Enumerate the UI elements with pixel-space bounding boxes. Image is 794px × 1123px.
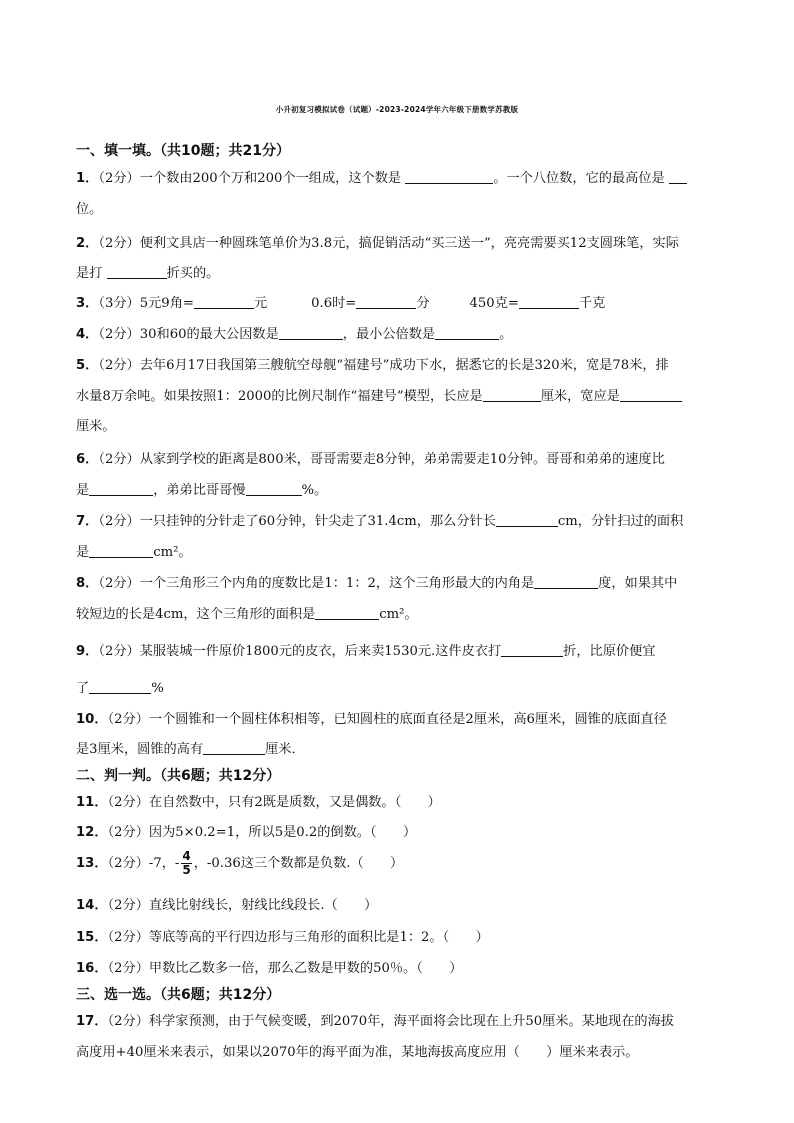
question-9: 9．（2分）某服装城一件原价1800元的皮衣，后来卖1530元.这件皮衣打 折，比原价便宜 [76, 644, 656, 659]
question-1: 1．（2分）一个数由200个万和200个一组成，这个数是 。一个八位数，它的最高位是 [76, 167, 687, 186]
question-13: 13．（2分）-7，- $\frac{4}{5}$ ，-0.36这三个数都是负数.（ ） [76, 849, 404, 877]
answer-blank[interactable] [534, 574, 598, 589]
question-number: 6． [76, 452, 99, 467]
section-heading-fill: 一、填一填。（共10题；共21分） [76, 143, 290, 159]
question-1-cont: 位。 [76, 202, 103, 217]
answer-blank[interactable] [89, 481, 153, 496]
answer-blank[interactable] [315, 605, 379, 620]
question-number: 14． [76, 898, 108, 913]
question-16: 16．（2分）甲数比乙数多一倍，那么乙数是甲数的50％。（ ） [76, 961, 463, 976]
question-number: 4． [76, 327, 99, 342]
question-8: 8．（2分）一个三角形三个内角的度数比是1：1：2，这个三角形最大的内角是 度，如果其中 [76, 576, 678, 591]
question-number: 1． [76, 171, 99, 186]
answer-blank[interactable] [89, 543, 153, 558]
answer-blank[interactable] [435, 325, 499, 340]
question-2-cont: 是打 折买的。 [76, 266, 220, 281]
answer-blank[interactable] [669, 169, 687, 184]
question-8-cont: 较短边的长是4cm，这个三角形的面积是 cm²。 [76, 607, 418, 622]
question-number: 2． [76, 236, 99, 251]
question-6: 6．（2分）从家到学校的距离是800米，哥哥需要走8分钟，弟弟需要走10分钟。哥哥和弟弟的速度比 [76, 452, 665, 467]
question-5-cont2: 厘米。 [76, 419, 116, 434]
question-number: 3． [76, 296, 99, 311]
question-17-cont: 高度用+40厘米来表示，如果以2070年的海平面为准，某地海拔高度应用（ ）厘米来表示。 [76, 1045, 639, 1060]
answer-blank[interactable] [246, 481, 302, 496]
question-4: 4．（2分）30和60的最大公因数是 ，最小公倍数是 。 [76, 327, 513, 342]
question-10-cont: 是3厘米，圆锥的高有 厘米． [76, 742, 305, 757]
question-5: 5．（2分）去年6月17日我国第三艘航空母舰“福建号”成功下水，据悉它的长是320米，宽是78米，排 [76, 358, 669, 373]
answer-blank[interactable] [496, 512, 558, 527]
question-number: 9． [76, 644, 99, 659]
question-number: 17． [76, 1014, 108, 1029]
answer-blank[interactable] [279, 325, 343, 340]
section-heading-choice: 三、选一选。（共6题；共12分） [76, 987, 281, 1003]
question-number: 11． [76, 795, 108, 810]
answer-blank[interactable] [620, 387, 682, 402]
question-17: 17．（2分）科学家预测，由于气候变暖，到2070年，海平面将会比现在上升50厘米。某地现在的海拔 [76, 1014, 674, 1029]
answer-blank[interactable] [519, 294, 579, 309]
question-5-cont: 水量8万余吨。如果按照1：2000的比例尺制作“福建号”模型，长应是 厘米，宽应是 [76, 385, 682, 404]
question-number: 10． [76, 712, 108, 727]
answer-blank[interactable] [356, 294, 416, 309]
answer-blank[interactable] [107, 264, 167, 279]
question-number: 5． [76, 358, 99, 373]
question-9-cont: 了 % [76, 681, 164, 696]
question-3: 3．（3分）5元9角= 元 0.6时= 分 450克= 千克 [76, 296, 606, 311]
answer-blank[interactable] [203, 740, 265, 755]
fraction: $\frac{4}{5}$ [182, 849, 191, 877]
question-number: 8． [76, 576, 99, 591]
question-15: 15．（2分）等底等高的平行四边形与三角形的面积比是1：2。（ ） [76, 930, 489, 945]
question-12: 12．（2分）因为5×0.2=1，所以5是0.2的倒数。（ ） [76, 825, 417, 840]
question-number: 13． [76, 856, 108, 871]
answer-blank[interactable] [405, 169, 493, 184]
question-11: 11．（2分）在自然数中，只有2既是质数，又是偶数。（ ） [76, 795, 441, 810]
answer-blank[interactable] [89, 679, 151, 694]
question-6-cont: 是 ，弟弟比哥哥慢 %。 [76, 483, 328, 498]
question-2: 2．（2分）便利文具店一种圆珠笔单价为3.8元，搞促销活动“买三送一”，亮亮需要买12支圆珠笔，实际 [76, 236, 679, 251]
question-10: 10．（2分）一个圆锥和一个圆柱体积相等，已知圆柱的底面直径是2厘米，高6厘米，圆锥的底面直径 [76, 712, 667, 727]
answer-blank[interactable] [194, 294, 254, 309]
question-7: 7．（2分）一只挂钟的分针走了60分钟，针尖走了31.4cm，那么分针长 cm，分针扫过的面积 [76, 514, 684, 529]
question-number: 7． [76, 514, 99, 529]
question-number: 12． [76, 825, 108, 840]
question-14: 14．（2分）直线比射线长，射线比线段长.（ ） [76, 898, 378, 913]
question-number: 16． [76, 961, 108, 976]
question-number: 15． [76, 930, 108, 945]
answer-blank[interactable] [483, 387, 541, 402]
question-7-cont: 是 cm²。 [76, 545, 192, 560]
answer-blank[interactable] [501, 642, 563, 657]
section-heading-judge: 二、判一判。（共6题；共12分） [76, 768, 281, 784]
page-title: 小升初复习模拟试卷（试题）-2023-2024学年六年级下册数学苏教版 [275, 105, 519, 114]
